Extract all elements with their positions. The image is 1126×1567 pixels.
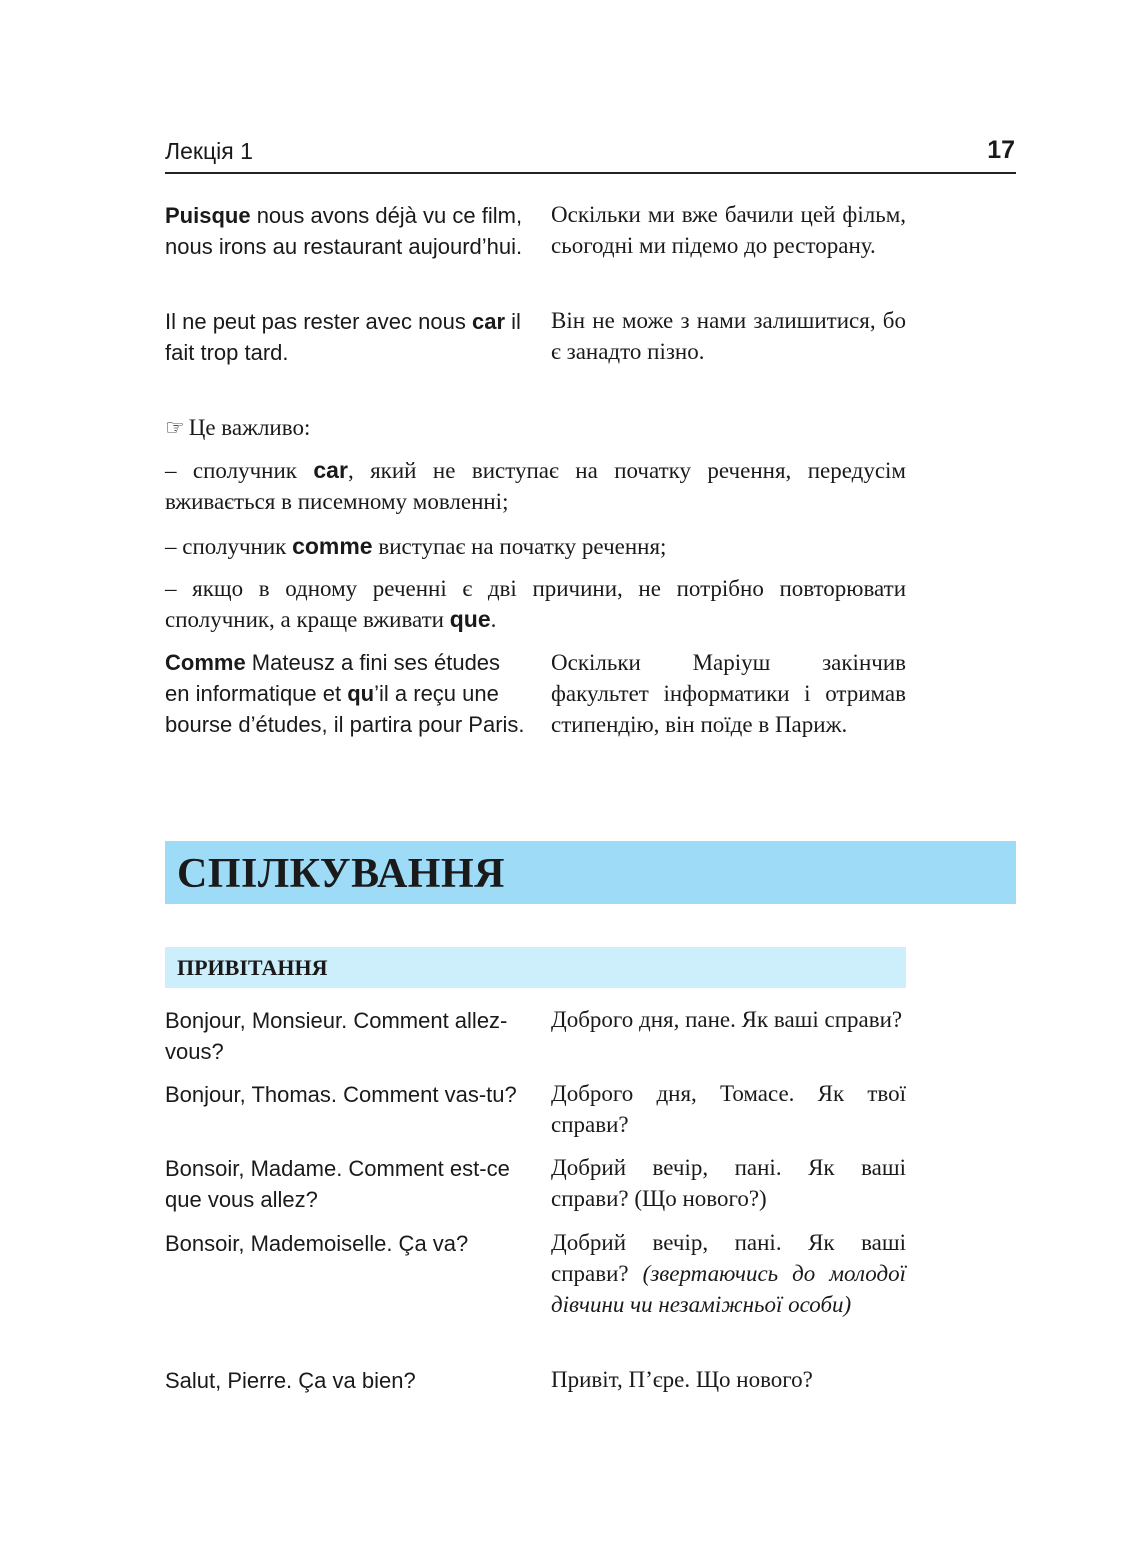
- example-fr-comme: Comme Mateusz a fini ses études en informatique et qu’il a reçu une bourse d’études, il partira pour Paris.: [165, 650, 525, 737]
- keyword: Puisque: [165, 203, 251, 228]
- greeting-ua: Привіт, П’єре. Що нового?: [551, 1367, 813, 1392]
- section-title: СПІЛКУВАННЯ: [177, 851, 505, 897]
- example-ua-puisque: Оскільки ми вже бачили цей фільм, сьогодні ми підемо до ресторану.: [551, 202, 906, 258]
- note-item: – сполучник car, який не виступає на початку речення, передусім вживається в писемному мовленні;: [165, 457, 906, 514]
- greeting-ua: Добрий вечір, пані. Як ваші справи? (звертаючись до молодої дівчини чи незаміжньої особи): [551, 1230, 906, 1317]
- greeting-ua: Доброго дня, пане. Як ваші справи?: [551, 1007, 903, 1032]
- greeting-fr: Bonjour, Monsieur. Comment allez-vous?: [165, 1008, 508, 1064]
- note-item: – якщо в одному реченні є дві причини, не потрібно повторювати сполучник, а краще вживати que.: [165, 576, 906, 632]
- greeting-ua: Добрий вечір, пані. Як ваші справи? (Що нового?): [551, 1155, 906, 1211]
- page-header-section: Лекція 1: [165, 138, 253, 164]
- example-ua-car: Він не може з нами залишитися, бо є занадто пізно.: [551, 308, 906, 364]
- example-fr-car: Il ne peut pas rester avec nous car il fait trop tard.: [165, 309, 521, 365]
- greeting-usage-note: (звертаючись до молодої дівчини чи незаміжньої особи): [551, 1261, 906, 1317]
- page-number: 17: [987, 136, 1015, 164]
- greeting-fr: Bonsoir, Madame. Comment est-ce que vous allez?: [165, 1156, 510, 1212]
- example-fr-puisque: Puisque nous avons déjà vu ce film, nous irons au restaurant aujourd’hui.: [165, 203, 523, 259]
- greeting-fr: Bonjour, Thomas. Comment vas-tu?: [165, 1082, 517, 1107]
- greeting-ua: Доброго дня, Томасе. Як твої справи?: [551, 1081, 906, 1137]
- greeting-fr: Bonsoir, Mademoiselle. Ça va?: [165, 1231, 469, 1256]
- greeting-fr: Salut, Pierre. Ça va bien?: [165, 1368, 416, 1393]
- note-title: ☞ Це важливо:: [165, 412, 310, 443]
- keyword: car: [471, 309, 506, 334]
- note-item: – сполучник comme виступає на початку речення;: [165, 533, 667, 559]
- header-divider: [165, 172, 1016, 174]
- subsection-title: ПРИВІТАННЯ: [177, 955, 328, 980]
- pointing-hand-icon: ☞: [165, 415, 185, 440]
- example-ua-comme: Оскільки Маріуш закінчив факультет інформатики і отримав стипендію, він поїде в Париж.: [551, 650, 906, 737]
